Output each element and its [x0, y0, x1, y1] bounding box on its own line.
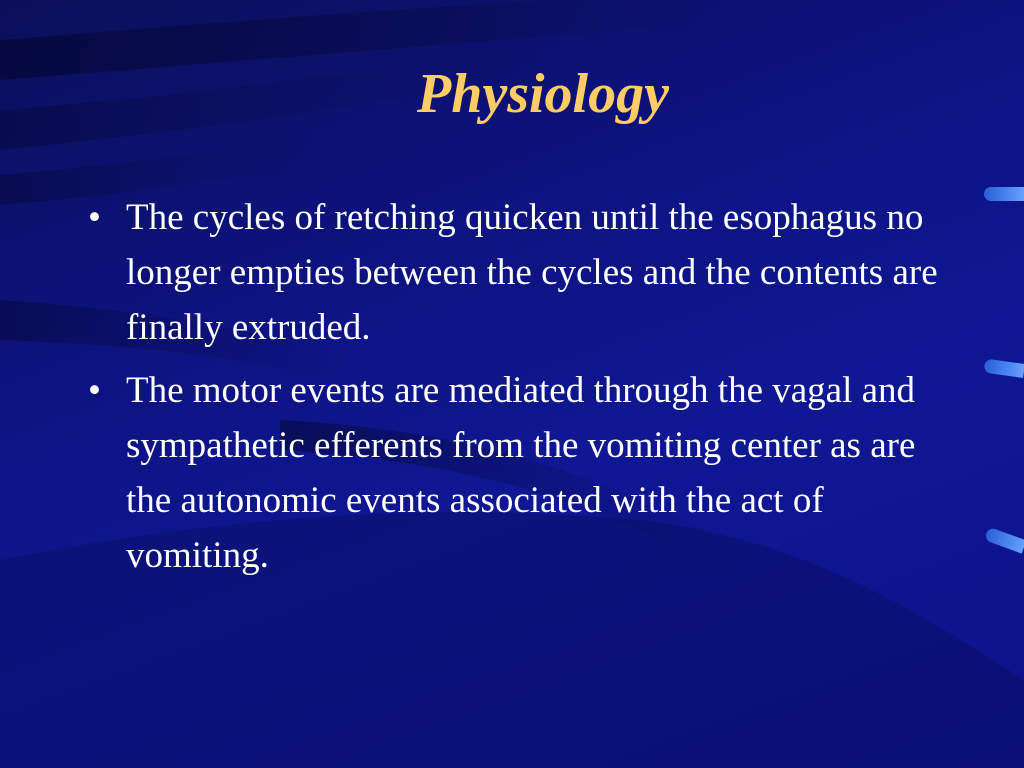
- bullet-symbol: •: [88, 370, 101, 411]
- slide-title: Physiology: [417, 63, 669, 125]
- bullet-text: The cycles of retching quicken until the esophagus no longer empties between the cycles and the contents are finally extruded.: [126, 197, 938, 348]
- bullet-item-1: [84, 190, 964, 355]
- bullet-symbol: •: [88, 197, 101, 238]
- bullet-text: The motor events are mediated through the vagal and sympathetic efferents from the vomiting center as are the autonomic events associated with the act of vomiting.: [126, 370, 916, 576]
- right-accent-mark-1: [984, 187, 1024, 201]
- bullet-item-2: [84, 363, 964, 583]
- bullet-list: [84, 190, 964, 591]
